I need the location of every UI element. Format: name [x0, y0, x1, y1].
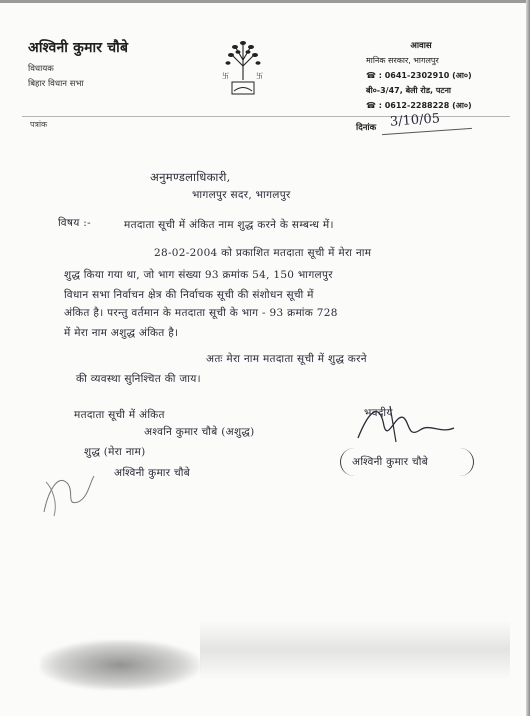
reference-label: पत्रांक	[30, 120, 48, 129]
body-line-3: विधान सभा निर्वाचन क्षेत्र की निर्वाचक सूची की संशोधन सूची में	[64, 289, 314, 301]
svg-text:卐: 卐	[222, 72, 229, 80]
correct-name: अश्विनी कुमार चौबे	[114, 467, 191, 479]
letterhead-assembly: बिहार विधान सभा	[28, 79, 84, 89]
body-line-1: 28-02-2004 को प्रकाशित मतदाता सूची में मेरा नाम	[154, 247, 372, 259]
bihar-bodhi-tree-emblem-icon	[218, 36, 268, 98]
scan-right-edge	[526, 0, 530, 716]
addressee-place: भागलपुर सदर, भागलपुर	[192, 189, 291, 201]
side-scribble-mark	[38, 462, 98, 522]
body-line-2: शुद्ध किया गया था, जो भाग संख्या 93 क्रमांक 54, 150 भागलपुर	[64, 269, 333, 281]
signature-scribble	[350, 398, 460, 448]
phone-1: ☎ : 0641-2302910 (आ०)	[366, 71, 472, 80]
address-line-1: मानिक सरकार, भागलपुर	[366, 56, 439, 65]
address-line-2: बी०-3/47, बेली रोड, पटना	[366, 86, 451, 95]
scan-top-edge	[0, 0, 530, 3]
request-line-1: अतः मेरा नाम मतदाता सूची में शुद्ध करने	[206, 353, 367, 365]
request-line-2: की व्यवस्था सुनिश्चित की जाय।	[76, 373, 201, 385]
address-heading: आवास	[410, 41, 432, 51]
date-value: 3/10/05	[389, 111, 441, 130]
listed-label: मतदाता सूची में अंकित	[74, 409, 165, 421]
letterhead-right	[366, 40, 516, 115]
svg-text:卐: 卐	[256, 72, 263, 80]
letterhead-designation: विधायक	[28, 64, 54, 74]
letterhead-name: अश्विनी कुमार चौबे	[28, 40, 129, 56]
listed-name: अश्वनि कुमार चौबे (अशुद्ध)	[144, 426, 255, 438]
phone-2: ☎ : 0612-2288228 (आ०)	[366, 101, 472, 110]
date-label: दिनांक	[356, 123, 377, 133]
subject-text: मतदाता सूची में अंकित नाम शुद्ध करने के सम्बन्ध में।	[124, 219, 334, 231]
addressee: अनुमण्डलाधिकारी,	[150, 170, 231, 184]
letterhead-left	[28, 38, 128, 89]
scan-fade	[200, 620, 510, 680]
correct-label: शुद्ध (मेरा नाम)	[84, 446, 146, 458]
subject-label: विषय :-	[58, 217, 91, 229]
body-line-5: में मेरा नाम अशुद्ध अंकित है।	[64, 327, 179, 339]
ink-blot	[40, 640, 200, 690]
body-line-4: अंकित है। परन्तु वर्तमान के मतदाता सूची के भाग - 93 क्रमांक 728	[64, 307, 338, 319]
signature-name: अश्विनी कुमार चौबे	[352, 456, 429, 468]
closing: भवदीय	[364, 407, 393, 419]
